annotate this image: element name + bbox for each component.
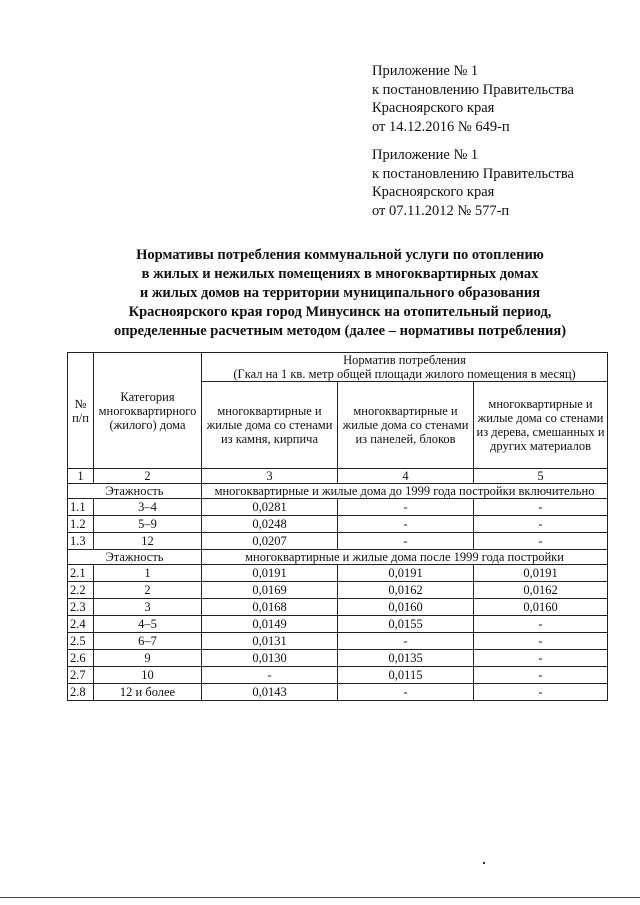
appendix-line: к постановлению Правительства [372, 165, 574, 182]
row-floors: 6–7 [94, 633, 202, 650]
column-number: 5 [474, 469, 608, 484]
row-panel-value: - [338, 499, 474, 516]
row-floors: 1 [94, 565, 202, 582]
table-row [68, 684, 608, 701]
table-row [68, 533, 608, 550]
row-panel-value: - [338, 684, 474, 701]
header-norm [202, 353, 608, 382]
title-line: в жилых и нежилых помещениях в многоквартирных домах [141, 266, 539, 282]
row-wood-value: 0,0162 [474, 582, 608, 599]
row-panel-value: 0,0191 [338, 565, 474, 582]
row-stone-value: 0,0168 [202, 599, 338, 616]
section-header-row [68, 484, 608, 499]
row-panel-value: - [338, 633, 474, 650]
row-number: 2.2 [68, 582, 94, 599]
row-wood-value: - [474, 499, 608, 516]
appendix-line: Приложение № 1 [372, 147, 479, 163]
table-row [68, 565, 608, 582]
row-stone-value: 0,0149 [202, 616, 338, 633]
section-title: многоквартирные и жилые дома после 1999 года постройки [202, 550, 608, 565]
row-number: 2.1 [68, 565, 94, 582]
row-stone-value: 0,0248 [202, 516, 338, 533]
appendix-line: Приложение № 1 [372, 63, 479, 79]
row-floors: 10 [94, 667, 202, 684]
row-stone-value: 0,0207 [202, 533, 338, 550]
row-wood-value: - [474, 633, 608, 650]
document-title [40, 246, 640, 341]
row-number: 2.7 [68, 667, 94, 684]
row-stone-value: 0,0169 [202, 582, 338, 599]
table-row [68, 499, 608, 516]
row-wood-value: - [474, 616, 608, 633]
title-line: Нормативы потребления коммунальной услуги по отоплению [136, 247, 544, 263]
header-norm-unit: (Гкал на 1 кв. метр общей площади жилого помещения в месяц) [233, 367, 576, 381]
row-stone-value: 0,0191 [202, 565, 338, 582]
header-norm-title: Норматив потребления [343, 353, 466, 367]
row-stone-value: - [202, 667, 338, 684]
row-panel-value: 0,0155 [338, 616, 474, 633]
table-row [68, 516, 608, 533]
row-wood-value: - [474, 516, 608, 533]
header-panel-block: многоквартирные и жилые дома со стенами из панелей, блоков [338, 382, 474, 469]
row-floors: 5–9 [94, 516, 202, 533]
row-panel-value: 0,0135 [338, 650, 474, 667]
column-number: 2 [94, 469, 202, 484]
title-line: и жилых домов на территории муниципального образования [139, 285, 541, 301]
row-floors: 3 [94, 599, 202, 616]
table-row [68, 599, 608, 616]
column-number: 4 [338, 469, 474, 484]
page-bottom-edge [0, 897, 640, 898]
appendix-line: от 07.11.2012 № 577-п [372, 202, 510, 219]
row-wood-value: - [474, 667, 608, 684]
row-floors: 12 [94, 533, 202, 550]
table-row [68, 633, 608, 650]
row-panel-value: 0,0160 [338, 599, 474, 616]
row-panel-value: - [338, 533, 474, 550]
row-floors: 2 [94, 582, 202, 599]
row-stone-value: 0,0130 [202, 650, 338, 667]
row-panel-value: - [338, 516, 474, 533]
row-wood-value: 0,0160 [474, 599, 608, 616]
appendix-line: от 14.12.2016 № 649-п [372, 118, 510, 135]
row-wood-value: - [474, 684, 608, 701]
appendix-block-1 [372, 62, 632, 136]
row-wood-value: - [474, 650, 608, 667]
norms-table [67, 352, 608, 701]
column-number: 1 [68, 469, 94, 484]
appendix-line: Красноярского края [372, 184, 495, 200]
table-row [68, 667, 608, 684]
row-panel-value: 0,0115 [338, 667, 474, 684]
section-header-row [68, 550, 608, 565]
row-floors: 3–4 [94, 499, 202, 516]
row-floors: 4–5 [94, 616, 202, 633]
row-number: 2.8 [68, 684, 94, 701]
header-stone-brick: многоквартирные и жилые дома со стенами из камня, кирпича [202, 382, 338, 469]
row-number: 1.3 [68, 533, 94, 550]
header-wood-mixed: многоквартирные и жилые дома со стенами из дерева, смешанных и других материалов [474, 382, 608, 469]
row-number: 2.3 [68, 599, 94, 616]
table-row [68, 616, 608, 633]
column-number: 3 [202, 469, 338, 484]
header-category: Категория многоквартирного (жилого) дома [94, 353, 202, 469]
table-header-row [68, 353, 608, 382]
row-panel-value: 0,0162 [338, 582, 474, 599]
row-stone-value: 0,0143 [202, 684, 338, 701]
appendix-block-2 [372, 146, 632, 220]
section-label: Этажность [68, 550, 202, 565]
table-row [68, 582, 608, 599]
row-number: 2.4 [68, 616, 94, 633]
row-floors: 9 [94, 650, 202, 667]
row-wood-value: 0,0191 [474, 565, 608, 582]
section-title: многоквартирные и жилые дома до 1999 года постройки включительно [202, 484, 608, 499]
title-line: определенные расчетным методом (далее – нормативы потребления) [113, 323, 567, 339]
title-line: Красноярского края город Минусинск на отопительный период, [128, 304, 552, 320]
column-number-row [68, 469, 608, 484]
row-number: 1.2 [68, 516, 94, 533]
row-number: 1.1 [68, 499, 94, 516]
header-no: № п/п [68, 353, 94, 469]
row-wood-value: - [474, 533, 608, 550]
scan-speck [483, 862, 485, 864]
row-stone-value: 0,0281 [202, 499, 338, 516]
table-row [68, 650, 608, 667]
row-stone-value: 0,0131 [202, 633, 338, 650]
appendix-line: Красноярского края [372, 100, 495, 116]
row-number: 2.6 [68, 650, 94, 667]
row-floors: 12 и более [94, 684, 202, 701]
section-label: Этажность [68, 484, 202, 499]
row-number: 2.5 [68, 633, 94, 650]
appendix-line: к постановлению Правительства [372, 81, 574, 98]
